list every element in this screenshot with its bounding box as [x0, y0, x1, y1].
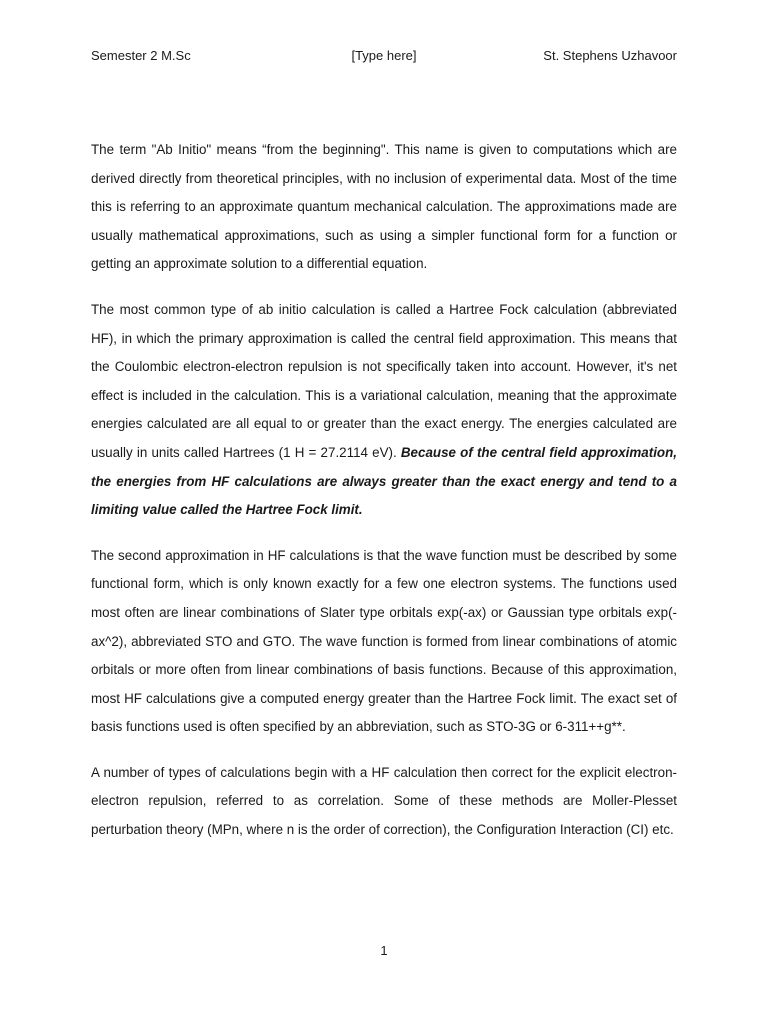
- paragraph-ab-initio-definition: The term "Ab Initio" means “from the beginning". This name is given to computations which are derived directly from theoretical principles, with no inclusion of experimental data. Most of the time this is referring to an approximate quantum mechanical calculation. The approximations made are usually mathematical approximations, such as using a simpler functional form for a function or getting an approximate solution to a differential equation.: [91, 142, 677, 272]
- paragraph-hartree-fock-text: The most common type of ab initio calculation is called a Hartree Fock calculation (abbreviated HF), in which the primary approximation is called the central field approximation. This means that the Coulombic electron-electron repulsion is not specifically taken into account. However, it's net effect is included in the calculation. This is a variational calculation, meaning that the approximate energies calculated are all equal to or greater than the exact energy. The energies calculated are usually in units called Hartrees (1 H = 27.2114 eV).: [91, 301, 677, 460]
- header-left-text: Semester 2 M.Sc: [91, 48, 191, 63]
- paragraph-second-approximation: The second approximation in HF calculations is that the wave function must be described by some functional form, which is only known exactly for a few one electron systems. The functions used most often are linear combinations of Slater type orbitals exp(-ax) or Gaussian type orbitals exp(-ax^2), abbreviated STO and GTO. The wave function is formed from linear combinations of atomic orbitals or more often from linear combinations of basis functions. Because of this approximation, most HF calculations give a computed energy greater than the Hartree Fock limit. The exact set of basis functions used is often specified by an abbreviation, such as STO-3G or 6-311++g**.: [91, 547, 677, 735]
- page-header: [91, 46, 677, 66]
- paragraph-correlation-methods: A number of types of calculations begin with a HF calculation then correct for the explicit electron-electron repulsion, referred to as correlation. Some of these methods are Moller-Plesset perturbation theory (MPn, where n is the order of correction), the Configuration Interaction (CI) etc.: [91, 764, 677, 838]
- page-number: 1: [380, 943, 388, 958]
- document-body: [91, 136, 677, 862]
- header-right-text: St. Stephens Uzhavoor: [543, 48, 677, 63]
- paragraph-hartree-fock: [91, 296, 677, 525]
- paragraph-hartree-fock-emphasis: Because of the central field approximation, the energies from HF calculations are always greater than the exact energy and tend to a limiting value called the Hartree Fock limit.: [91, 444, 677, 518]
- header-center-text: [Type here]: [351, 48, 417, 63]
